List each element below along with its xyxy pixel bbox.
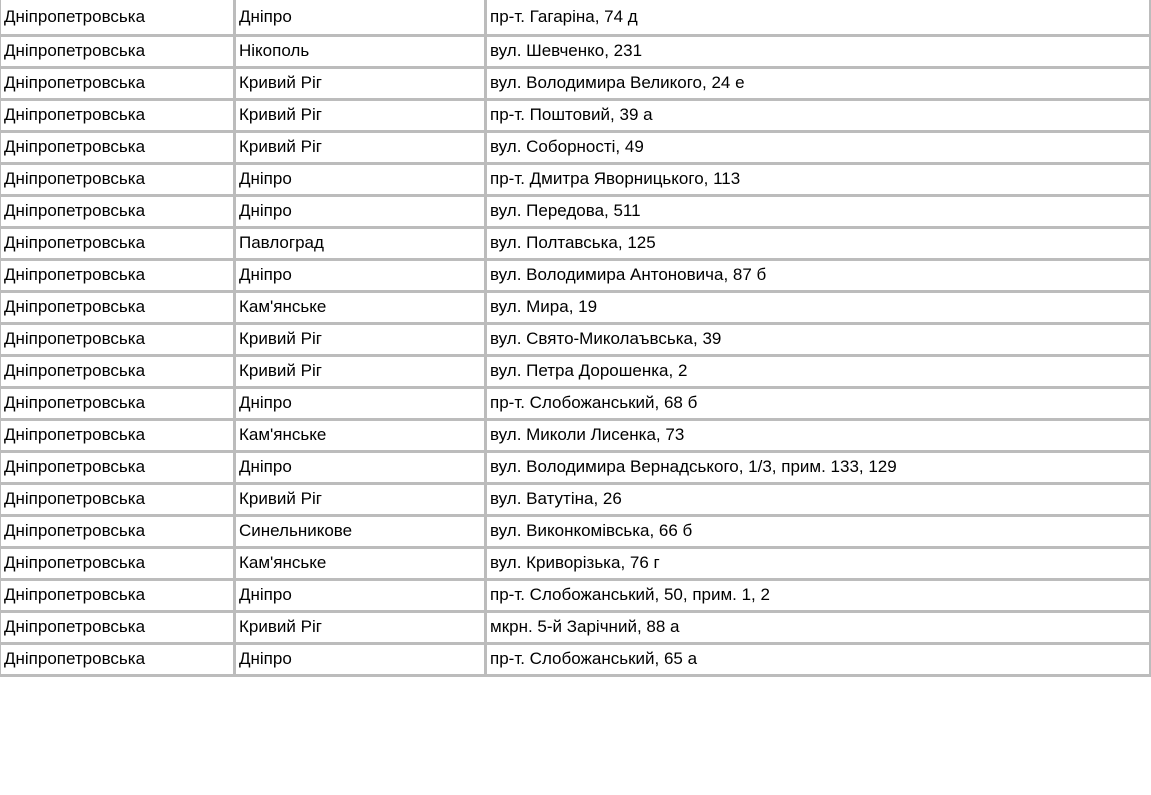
region-cell: Дніпропетровська xyxy=(1,419,235,451)
city-cell: Синельникове xyxy=(235,515,486,547)
city-cell: Кривий Ріг xyxy=(235,323,486,355)
table-row xyxy=(1,483,1151,515)
table-row xyxy=(1,419,1151,451)
region-cell: Дніпропетровська xyxy=(1,259,235,291)
region-cell: Дніпропетровська xyxy=(1,483,235,515)
region-cell: Дніпропетровська xyxy=(1,643,235,675)
city-cell: Кам'янське xyxy=(235,547,486,579)
region-cell: Дніпропетровська xyxy=(1,67,235,99)
address-cell: вул. Володимира Вернадського, 1/3, прим. 133, 129 xyxy=(486,451,1151,483)
region-cell: Дніпропетровська xyxy=(1,35,235,67)
region-cell: Дніпропетровська xyxy=(1,163,235,195)
city-cell: Кривий Ріг xyxy=(235,131,486,163)
address-cell: пр-т. Гагаріна, 74 д xyxy=(486,0,1151,35)
table-row xyxy=(1,163,1151,195)
city-cell: Дніпро xyxy=(235,387,486,419)
region-cell: Дніпропетровська xyxy=(1,611,235,643)
address-cell: вул. Володимира Антоновича, 87 б xyxy=(486,259,1151,291)
address-cell: пр-т. Слобожанський, 65 а xyxy=(486,643,1151,675)
city-cell: Нікополь xyxy=(235,35,486,67)
table-row xyxy=(1,291,1151,323)
address-cell: вул. Миколи Лисенка, 73 xyxy=(486,419,1151,451)
city-cell: Кривий Ріг xyxy=(235,355,486,387)
city-cell: Кривий Ріг xyxy=(235,483,486,515)
region-cell: Дніпропетровська xyxy=(1,387,235,419)
address-cell: мкрн. 5-й Зарічний, 88 а xyxy=(486,611,1151,643)
address-cell: вул. Шевченко, 231 xyxy=(486,35,1151,67)
table-row xyxy=(1,0,1151,35)
address-table-body xyxy=(1,0,1151,675)
table-row xyxy=(1,611,1151,643)
address-cell: вул. Передова, 511 xyxy=(486,195,1151,227)
table-row xyxy=(1,579,1151,611)
address-cell: вул. Мира, 19 xyxy=(486,291,1151,323)
table-row xyxy=(1,323,1151,355)
city-cell: Дніпро xyxy=(235,579,486,611)
table-row xyxy=(1,387,1151,419)
city-cell: Дніпро xyxy=(235,259,486,291)
city-cell: Кривий Ріг xyxy=(235,99,486,131)
address-cell: пр-т. Слобожанський, 50, прим. 1, 2 xyxy=(486,579,1151,611)
table-row xyxy=(1,195,1151,227)
region-cell: Дніпропетровська xyxy=(1,0,235,35)
city-cell: Кам'янське xyxy=(235,419,486,451)
region-cell: Дніпропетровська xyxy=(1,579,235,611)
city-cell: Кам'янське xyxy=(235,291,486,323)
address-cell: вул. Соборності, 49 xyxy=(486,131,1151,163)
table-row xyxy=(1,451,1151,483)
address-cell: вул. Ватутіна, 26 xyxy=(486,483,1151,515)
table-row xyxy=(1,259,1151,291)
city-cell: Дніпро xyxy=(235,195,486,227)
city-cell: Дніпро xyxy=(235,643,486,675)
city-cell: Дніпро xyxy=(235,0,486,35)
city-cell: Кривий Ріг xyxy=(235,67,486,99)
address-cell: вул. Свято-Миколаъвська, 39 xyxy=(486,323,1151,355)
region-cell: Дніпропетровська xyxy=(1,99,235,131)
region-cell: Дніпропетровська xyxy=(1,547,235,579)
region-cell: Дніпропетровська xyxy=(1,515,235,547)
city-cell: Павлоград xyxy=(235,227,486,259)
region-cell: Дніпропетровська xyxy=(1,451,235,483)
table-row xyxy=(1,131,1151,163)
region-cell: Дніпропетровська xyxy=(1,323,235,355)
address-cell: вул. Петра Дорошенка, 2 xyxy=(486,355,1151,387)
address-cell: вул. Криворізька, 76 г xyxy=(486,547,1151,579)
address-cell: вул. Володимира Великого, 24 е xyxy=(486,67,1151,99)
table-row xyxy=(1,355,1151,387)
region-cell: Дніпропетровська xyxy=(1,195,235,227)
table-row xyxy=(1,515,1151,547)
city-cell: Дніпро xyxy=(235,163,486,195)
table-row xyxy=(1,67,1151,99)
city-cell: Кривий Ріг xyxy=(235,611,486,643)
region-cell: Дніпропетровська xyxy=(1,131,235,163)
address-cell: вул. Полтавська, 125 xyxy=(486,227,1151,259)
address-cell: пр-т. Поштовий, 39 а xyxy=(486,99,1151,131)
table-row xyxy=(1,547,1151,579)
address-cell: пр-т. Дмитра Яворницького, 113 xyxy=(486,163,1151,195)
table-row xyxy=(1,35,1151,67)
address-cell: пр-т. Слобожанський, 68 б xyxy=(486,387,1151,419)
region-cell: Дніпропетровська xyxy=(1,355,235,387)
city-cell: Дніпро xyxy=(235,451,486,483)
address-cell: вул. Виконкомівська, 66 б xyxy=(486,515,1151,547)
table-row xyxy=(1,643,1151,675)
region-cell: Дніпропетровська xyxy=(1,291,235,323)
table-row xyxy=(1,227,1151,259)
table-row xyxy=(1,99,1151,131)
region-cell: Дніпропетровська xyxy=(1,227,235,259)
